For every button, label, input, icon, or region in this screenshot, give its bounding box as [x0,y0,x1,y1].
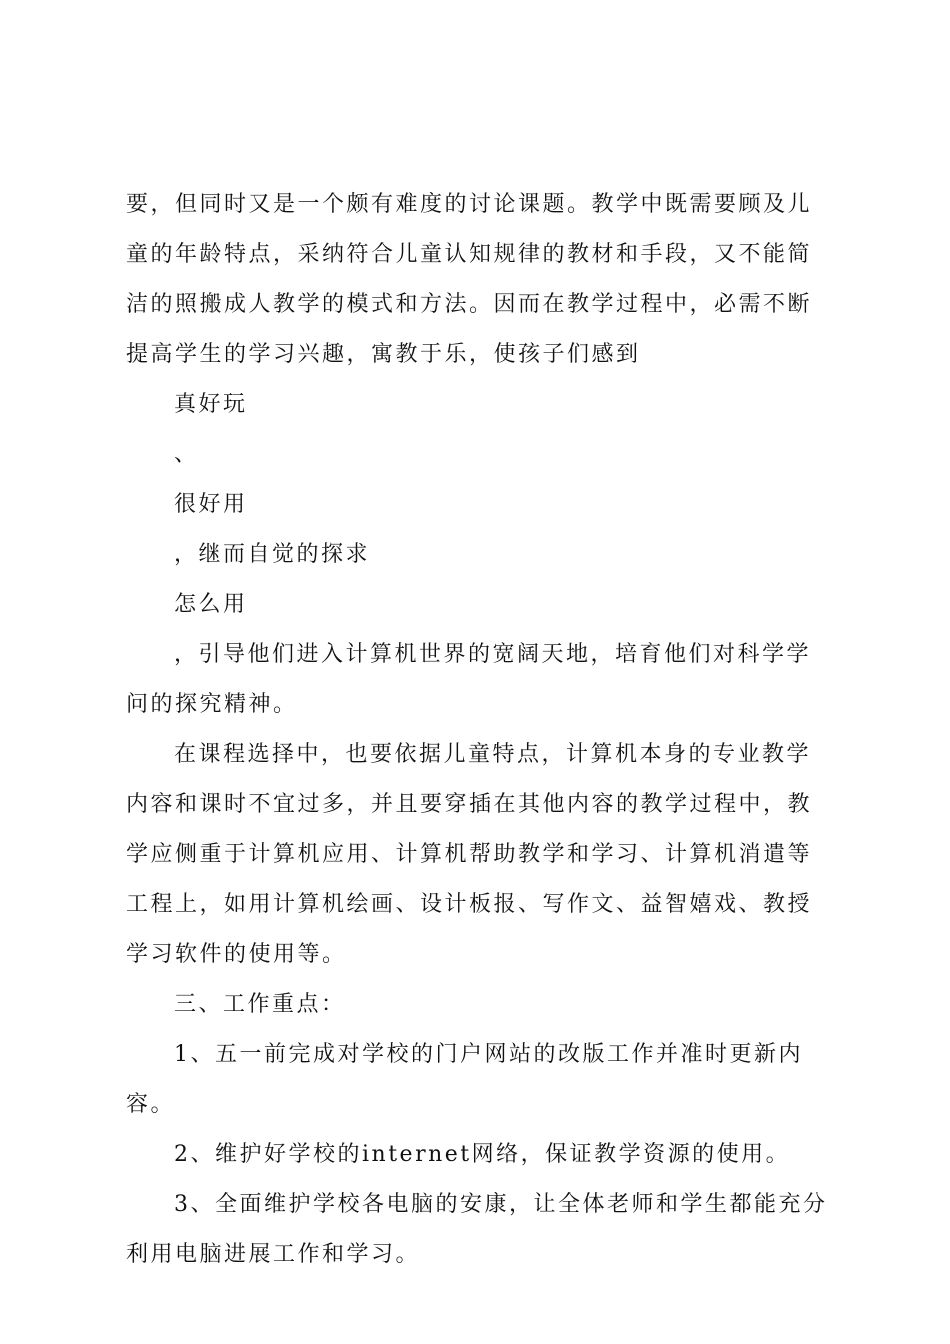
paragraph-course-selection: 在课程选择中，也要依据儿童特点，计算机本身的专业教学内容和课时不宜过多，并且要穿插在其他内容的教学过程中，教学应侧重于计算机应用、计算机帮助教学和学习、计算机消遣等工程上，如用计算机绘画、设计板报、写作文、益智嬉戏、教授学习软件的使用等。 [126,742,813,967]
list-item-1: 1、五一前完成对学校的门户网站的改版工作并准时更新内容。 [126,1042,803,1117]
paragraph-continuation: 要，但同时又是一个颇有难度的讨论课题。教学中既需要顾及儿童的年龄特点，采纳符合儿童认知规律的教材和手段，又不能简洁的照搬成人教学的模式和方法。因而在教学过程中，必需不断提高学生的学习兴趣，寓教于乐，使孩子们感到 [126,192,813,367]
document-body [126,180,832,1280]
list-item-3: 3、全面维护学校各电脑的安康，让全体老师和学生都能充分利用电脑进展工作和学习。 [126,1192,828,1267]
phrase-explore: ，继而自觉的探求 [174,542,371,567]
quoted-phrase-fun: 真好玩 [174,392,248,417]
quoted-phrase-how-to-use: 怎么用 [174,592,248,617]
separator-mark: 、 [174,442,199,467]
paragraph-guide: ，引导他们进入计算机世界的宽阔天地，培育他们对科学学问的探究精神。 [126,642,812,717]
section-heading-work-focus: 三、工作重点： [174,992,346,1017]
list-item-2: 2、维护好学校的internet网络，保证教学资源的使用。 [174,1142,791,1167]
quoted-phrase-useful: 很好用 [174,492,248,517]
